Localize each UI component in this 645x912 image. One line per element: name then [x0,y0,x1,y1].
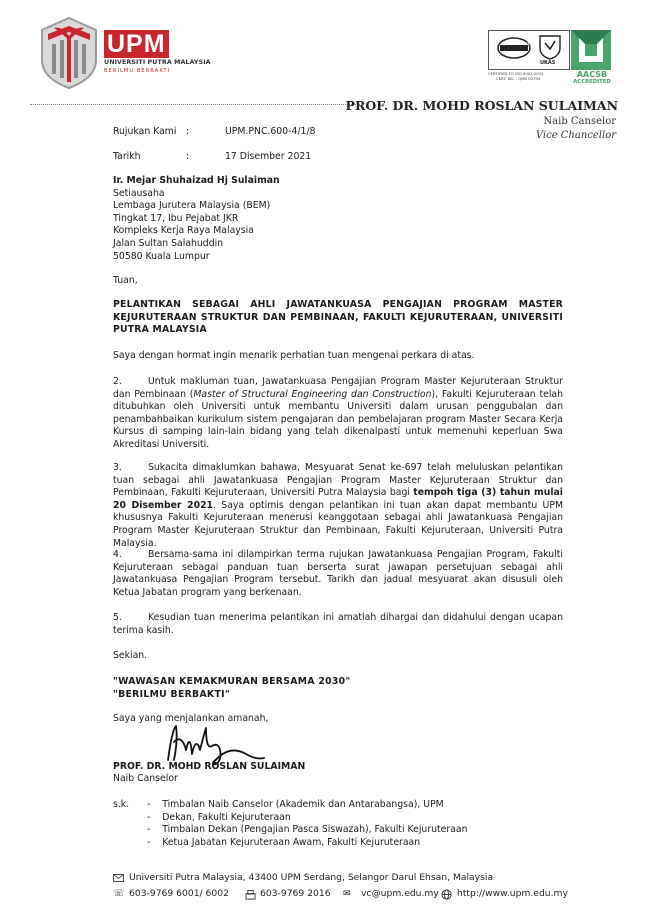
cc-dash: - [147,811,151,823]
university-name: UNIVERSITI PUTRA MALAYSIA [104,59,211,66]
salutation: Tuan, [113,275,138,286]
globe-icon [441,889,452,900]
list-item [147,799,468,812]
para-3-number: 3. [113,462,122,473]
signatory-name: PROF. DR. MOHD ROSLAN SULAIMAN [113,761,306,772]
para-3-bold: tempoh tiga (3) tahun mulai 20 Disember 2021 [113,487,563,511]
email-icon: ✉ [343,888,351,899]
cc-dash: - [147,836,151,848]
cc-list [147,799,468,849]
motto-banner: BERILMU BERBAKTI [104,68,171,74]
vc-title-en-header: Vice Chancellor [535,130,616,141]
ukas-text: UKAS [540,60,556,66]
para-2-number: 2. [113,376,122,387]
cc-item: Timbalan Naib Canselor (Akademik dan Antarabangsa), UPM [162,799,444,810]
para-2-italic: Master of Structural Engineering dan Construction [193,388,432,400]
cc-item: Dekan, Fakulti Kejuruteraan [162,811,291,823]
recipient-line: Lembaga Jurutera Malaysia (BEM) [113,200,271,212]
cert-text-2: CERT. NO. : QMS 00794 [496,76,541,81]
signature-preamble: Saya yang menjalankan amanah, [113,713,269,724]
date-colon: : [186,151,190,162]
slogan-1: "WAWASAN KEMAKMURAN BERSAMA 2030" [113,676,351,687]
closing: Sekian. [113,650,148,661]
list-item [147,824,468,837]
fax-icon [245,890,256,900]
footer-fax: 603-9769 2016 [260,888,331,899]
para-3-text-b: . Saya optimis dengan pelantikan ini tuan akan dapat membantu UPM khususnya Fakulti Kejuruteraan menerusi keanggotaan sebagai ahli Jawatankuasa Pengajian Program Master Kejuruteraan Struktur dan Pembinaan, Fakulti Kejuruteraan, Universiti Putra Malaysia. [113,499,563,549]
cc-dash: - [147,799,151,810]
cc-label: s.k. [113,799,130,810]
para-2-text-a: Untuk makluman tuan, Jawatankuasa Pengajian Program Master Kejuruteraan Struktur dan Pembinaan ( [113,376,563,400]
list-item [147,837,468,850]
para-2 [113,376,563,452]
recipient-name: Ir. Mejar Shuhaizad Hj Sulaiman [113,175,280,186]
date-label: Tarikh [113,151,141,162]
upm-wordmark: UPM [104,30,169,58]
cc-dash: - [147,824,151,836]
aacsb-accredited: ACCREDITED [573,79,611,85]
upm-crest-logo [38,16,100,90]
date-value: 17 Disember 2021 [225,151,312,162]
recipient-line: Setiausaha [113,187,165,199]
cert-text-1: CERTIFIED TO ISO 9001:2015 [488,71,544,76]
para-2-text-b: ), Fakulti Kejuruteraan telah ditubuhkan oleh Universiti untuk membantu Universiti dalam urusan penggubalan dan penambahbaikan kurikulum sistem pengajaran dan pembelajaran program Master Secara Kerja Kursus di samping lain-lain bidang yang telah dikenalpasti untuk memenuhi keperluan Swa Akreditasi Universiti. [113,388,563,450]
mail-icon [113,874,124,882]
list-item [147,812,468,825]
subject-heading: PELANTIKAN SEBAGAI AHLI JAWATANKUASA PENGAJIAN PROGRAM MASTER KEJURUTERAAN STRUKTUR DAN PEMBINAAN, FAKULTI KEJURUTERAAN, UNIVERSITI PUTRA MALAYSIA [113,299,563,336]
cc-item: Timbalan Dekan (Pengajian Pasca Siswazah), Fakulti Kejuruteraan [162,824,468,836]
ukas-icon [538,34,562,60]
footer-web[interactable]: http://www.upm.edu.my [457,888,568,899]
ref-label: Rujukan Kami [113,126,177,137]
para-3-text-a: Sukacita dimaklumkan bahawa, Mesyuarat Senat ke-697 telah meluluskan pelantikan tuan sebagai ahli Jawatankuasa Pengajian Program Master Kejuruteraan Struktur dan Pembinaan, Fakulti Kejuruteraan, Universiti Putra Malaysia bagi [113,462,563,499]
para-5-number: 5. [113,612,122,623]
para-5: Kesudian tuan menerima pelantikan ini amatlah dihargai dan didahului dengan ucapan terima kasih. [113,612,563,636]
quality-system-icon [496,36,532,60]
ref-value: UPM.PNC.600-4/1/8 [225,126,316,137]
aacsb-logo [571,30,611,70]
phone-icon: ☏ [113,888,125,899]
signatory-title: Naib Canselor [113,773,178,784]
recipient-line: Tingkat 17, Ibu Pejabat JKR [113,212,239,224]
vc-title-header: Naib Canselor [543,116,616,127]
footer-address: Universiti Putra Malaysia, 43400 UPM Serdang, Selangor Darul Ehsan, Malaysia [129,872,494,883]
ref-colon: : [186,126,190,137]
recipient-line: 50580 Kuala Lumpur [113,250,210,262]
vc-name-header: PROF. DR. MOHD ROSLAN SULAIMAN [345,98,618,113]
footer-email[interactable]: vc@upm.edu.my [361,888,439,899]
recipient-line: Kompleks Kerja Raya Malaysia [113,225,254,237]
aacsb-text: AACSB [576,70,608,79]
footer-phone: 603-9769 6001/ 6002 [129,888,229,899]
intro-paragraph: Saya dengan hormat ingin menarik perhatian tuan mengenai perkara di atas. [113,350,475,361]
para-3 [113,462,563,550]
recipient-block [113,175,280,263]
quality-system-text: QUALITY SYSTEM [502,42,536,46]
cc-item: Ketua Jabatan Kejuruteraan Awam, Fakulti Kejuruteraan [162,836,421,848]
para-4-number: 4. [113,549,122,560]
slogan-2: "BERILMU BERBAKTI" [113,689,230,700]
recipient-line: Jalan Sultan Salahuddin [113,237,224,249]
para-4: Bersama-sama ini dilampirkan terma rujukan Jawatankuasa Pengajian Program, Fakulti Kejuruteraan sebagai panduan tuan berserta surat jawapan persetujuan sebagai ahli Jawatankuasa Pengajian Program tersebut. Tarikh dan jadual mesyuarat akan disusuli oleh Ketua Jabatan program yang berkenaan. [113,549,563,598]
header-divider [30,104,360,105]
